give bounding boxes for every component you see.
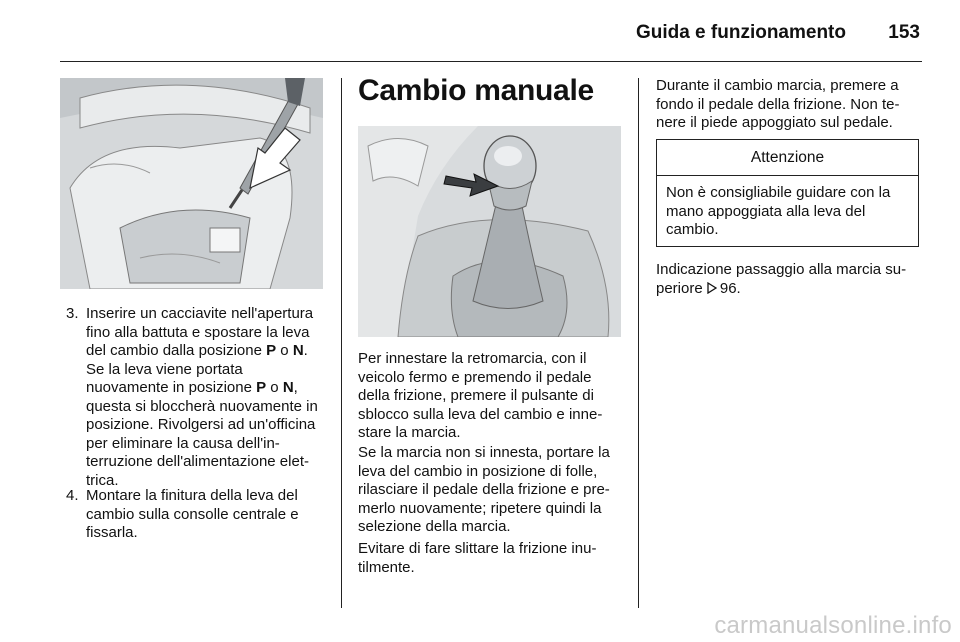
paragraph-clutch-pedal: Durante il cambio marcia, premere a fondo il pedale della frizione. Non tenere il piede appoggiato sul pedale. (656, 77, 900, 131)
column-divider (638, 78, 639, 608)
page-header (60, 0, 922, 62)
notice-box (656, 139, 919, 247)
paragraph-reverse-gear: Per innestare la retromarcia, con il veicolo fermo e premendo il pedale della frizione, premere il pulsante di sblocco sulla leva del cambio e innestare la marcia. (358, 350, 603, 441)
gear-knob-illustration (358, 126, 621, 337)
step-number: 3. (66, 305, 79, 322)
triangle-right-icon (707, 281, 717, 300)
paragraph-gear-not-engaged: Se la marcia non si innesta, portare la leva del cambio in posizione di folle, rilasciare il pedale della frizione e premerlo nuovamente; ripetere quindi la selezione della marcia. (358, 444, 610, 535)
illustration-screwdriver-release (60, 78, 323, 289)
paragraph-clutch-slip: Evitare di fare slittare la frizione inutilmente. (358, 540, 597, 576)
column-divider (341, 78, 342, 608)
paragraph-upshift-indicator: Indicazione passaggio alla marcia superiore 96. (656, 261, 924, 299)
step-number: 4. (66, 487, 79, 504)
page-number: 153 (888, 22, 920, 43)
instruction-step-3 (66, 305, 324, 490)
header-title: Guida e funzionamento (635, 22, 846, 43)
page-reference[interactable]: 96. (719, 279, 741, 297)
notice-title: Attenzione (657, 140, 918, 176)
screwdriver-illustration (60, 78, 323, 289)
illustration-gear-knob (358, 126, 621, 337)
notice-text: Non è consigliabile guidare con la mano appoggiata alla leva del cambio. (666, 184, 891, 238)
watermark: carmanualsonline.info (714, 612, 952, 639)
step-text: Inserire un cacciavite nell'apertura fino alla battuta e spostare la leva del cambio dalla posizione P o N. Se la leva viene portata nuovamente in posizione P o N, questa si bloccherà nuovamente in posizione. Rivolgersi ad un'officina per eliminare la causa dell'interruzione dell'alimentazione elettrica. (86, 305, 318, 489)
step-text: Montare la finitura della leva del cambio sulla consolle centrale e fissarla. (86, 487, 299, 541)
instruction-step-4 (66, 487, 324, 543)
section-title: Cambio manuale (358, 74, 594, 107)
